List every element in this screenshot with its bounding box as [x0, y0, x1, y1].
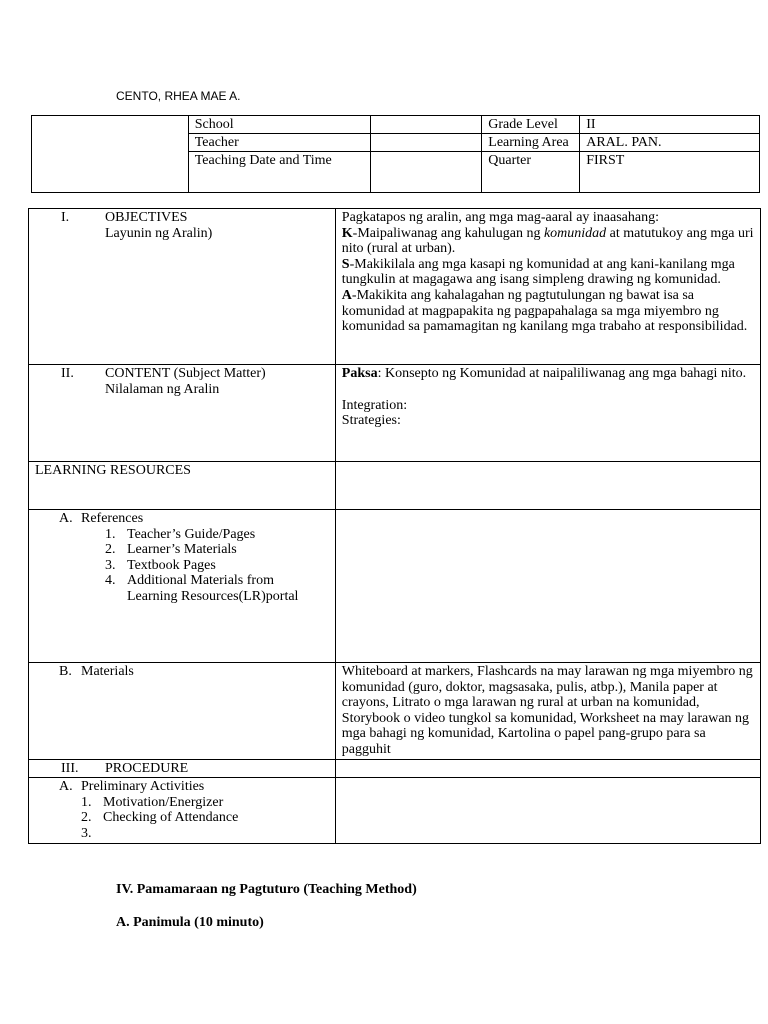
teacher-label: Teacher	[188, 134, 371, 152]
references-title: References	[81, 511, 144, 526]
objective-attitude: A-Makikita ang kahalagahan ng pagtutulungan ng bawat isa sa komunidad at magpapakita ng pagpapahalaga sa mga miyembro ng komunidad sa pamamagitan ng kanilang mga trabaho at responsibilidad.	[341, 287, 748, 335]
materials-title: Materials	[81, 664, 134, 679]
learning-area-value: ARAL. PAN.	[580, 134, 760, 152]
content-row	[29, 365, 761, 462]
materials-list: Whiteboard at markers, Flashcards na may larawan ng mga miyembro ng komunidad (guro, doktor, magsasaka, pulis, atbp.), Manila paper at crayons, Litrato o mga larawan ng rural at urban na komunidad, Storybook o video tungkol sa komunidad, Worksheet na may larawan ng mga bahagi ng komunidad, Kartolina o papel pang-grupo para sa pagguhit	[341, 664, 753, 757]
grade-level-label: Grade Level	[482, 116, 580, 134]
content-strategies: Strategies:	[341, 413, 401, 429]
lesson-plan-table	[28, 208, 761, 844]
materials-row	[29, 663, 761, 760]
quarter-value: FIRST	[580, 152, 760, 193]
procedure-row	[29, 759, 761, 778]
teacher-value	[371, 134, 482, 152]
teaching-date-label: Teaching Date and Time	[188, 152, 371, 193]
preliminary-row	[29, 778, 761, 843]
reference-item: 4. Additional Materials from	[105, 573, 274, 589]
preliminary-item: 1. Motivation/Energizer	[81, 794, 224, 810]
objectives-subtitle: Layunin ng Aralin)	[105, 225, 213, 241]
objectives-title: OBJECTIVES	[105, 210, 188, 225]
procedure-title: PROCEDURE	[105, 760, 189, 776]
author-name: CENTO, RHEA MAE A.	[116, 89, 241, 103]
objectives-row	[29, 209, 761, 365]
preliminary-letter: A.	[59, 779, 73, 795]
reference-item: 2. Learner’s Materials	[105, 542, 237, 558]
reference-item: 1. Teacher’s Guide/Pages	[105, 526, 256, 542]
grade-level-value: II	[580, 116, 760, 134]
procedure-number: III.	[61, 760, 79, 776]
preliminary-item: 2. Checking of Attendance	[81, 810, 239, 826]
teaching-date-value	[371, 152, 482, 193]
references-row	[29, 510, 761, 663]
objectives-number: I.	[61, 210, 70, 225]
preliminary-title: Preliminary Activities	[81, 779, 205, 795]
quarter-label: Quarter	[482, 152, 580, 193]
content-title: CONTENT (Subject Matter)	[105, 366, 266, 381]
content-topic: Paksa: Konsepto ng Komunidad at naipaliliwanag ang mga bahagi nito.	[341, 366, 747, 381]
preliminary-item: 3.	[81, 825, 92, 841]
school-label: School	[188, 116, 371, 134]
header-table	[31, 115, 760, 193]
materials-letter: B.	[59, 664, 72, 679]
references-letter: A.	[59, 511, 73, 526]
school-value	[371, 116, 482, 134]
logo-cell	[32, 116, 189, 193]
objective-skill: S-Makikilala ang mga kasapi ng komunidad at ang kani-kanilang mga tungkulin at magagawa ang isang simpleng drawing ng komunidad.	[341, 256, 735, 288]
reference-item-continued: Learning Resources(LR)portal	[127, 588, 299, 604]
learning-resources-title: LEARNING RESOURCES	[35, 463, 191, 478]
content-integration: Integration:	[341, 397, 408, 413]
learning-resources-row	[29, 462, 761, 510]
learning-area-label: Learning Area	[482, 134, 580, 152]
content-number: II.	[61, 366, 74, 381]
section-a-heading: A. Panimula (10 minuto)	[116, 915, 264, 930]
objective-knowledge: K-Maipaliwanag ang kahulugan ng komunidad at matutukoy ang mga uri nito (rural at urban).	[341, 225, 754, 257]
objectives-intro: Pagkatapos ng aralin, ang mga mag-aaral ay inaasahang:	[341, 210, 659, 225]
section-iv-heading: IV. Pamamaraan ng Pagtuturo (Teaching Method)	[116, 882, 417, 897]
content-subtitle: Nilalaman ng Aralin	[105, 381, 220, 397]
reference-item: 3. Textbook Pages	[105, 557, 216, 573]
